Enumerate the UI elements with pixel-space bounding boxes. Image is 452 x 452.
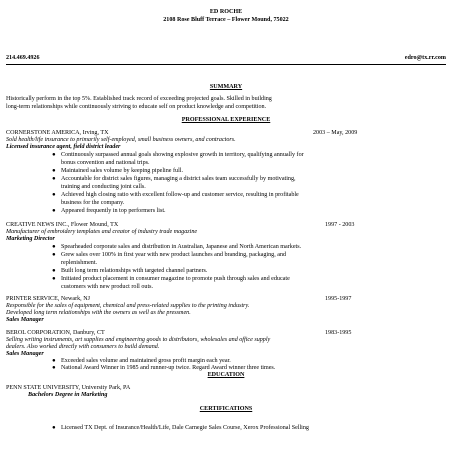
job-bullet: Grew sales over 100% in first year with new product launches and branding, packaging, and — [61, 252, 287, 258]
job-description: Responsible for the sales of equipment, chemical and press-related supplies to the printing industry. — [6, 303, 250, 309]
job-company: PRINTER SERVICE, Newark, NJ — [6, 296, 90, 302]
job-bullet: Exceeded sales volume and maintained gross profit margin each year. — [61, 358, 231, 364]
job-dates: 1997 - 2003 — [325, 222, 355, 228]
bullet-icon: ● — [52, 425, 56, 431]
job-role: Marketing Director — [6, 236, 55, 242]
job-dates: 1995-1997 — [325, 296, 352, 302]
job-bullet: training and conducting joint calls. — [61, 184, 146, 190]
bullet-icon: ● — [52, 176, 56, 182]
job-description: dealers. Also worked directly with consumers to build demand. — [6, 344, 160, 350]
job-bullet: Built long term relationships with targeted channel partners. — [61, 268, 208, 274]
header-divider — [6, 64, 446, 65]
bullet-icon: ● — [52, 192, 56, 198]
job-dates: 1983-1995 — [325, 330, 352, 336]
bullet-icon: ● — [52, 152, 56, 158]
bullet-icon: ● — [52, 276, 56, 282]
job-bullet: National Award Winner in 1985 and runner-up twice. Regard Award winner three times. — [61, 365, 276, 371]
job-bullet: Maintained sales volume by keeping pipeline full. — [61, 168, 184, 174]
summary-line: Historically perform in the top 5%. Established track record of exceeding projected goals. Skilled in building — [6, 96, 272, 102]
bullet-icon: ● — [52, 365, 56, 371]
job-bullet: replenishment. — [61, 260, 98, 266]
candidate-email[interactable]: edro@tx.rr.com — [404, 55, 446, 61]
bullet-icon: ● — [52, 244, 56, 250]
certifications-heading: CERTIFICATIONS — [199, 406, 253, 412]
job-company: CORNERSTONE AMERICA, Irving, TX — [6, 130, 109, 136]
job-bullet: Accountable for district sales figures, managing a district sales team successfully by motivating, — [61, 176, 296, 182]
job-description: Manufacturer of embroidery templates and creator of industry trade magazine — [6, 229, 198, 235]
job-description: Selling writing instruments, art supplies and engineering goods to distributors, wholesales and office supply — [6, 337, 271, 343]
education-school: PENN STATE UNIVERSITY, University Park, PA — [6, 385, 131, 391]
job-description: Sold health/life insurance to primarily self-employed, small business owners, and contractors. — [6, 137, 236, 143]
job-role: Licensed insurance agent, field district leader — [6, 144, 121, 150]
bullet-icon: ● — [52, 358, 56, 364]
job-role: Sales Manager — [6, 317, 44, 323]
job-bullet: business for the company. — [61, 200, 125, 206]
candidate-address: 2108 Rose Bluff Terrace – Flower Mound, 75022 — [163, 17, 289, 23]
job-bullet: Initiated product placement in consumer magazine to promote push through sales and educate — [61, 276, 290, 282]
job-company: CREATIVE NEWS INC., Flower Mound, TX — [6, 222, 119, 228]
job-bullet: Spearheaded corporate sales and distribution in Australian, Japanese and North American markets. — [61, 244, 302, 250]
candidate-name: ED ROCHE — [209, 9, 243, 15]
job-bullet: Appeared frequently in top performers list. — [61, 208, 166, 214]
job-company: BEROL CORPORATION, Danbury, CT — [6, 330, 105, 336]
bullet-icon: ● — [52, 168, 56, 174]
job-bullet: bonus convention and national trips. — [61, 160, 150, 166]
candidate-phone: 214.469.4926 — [6, 55, 40, 61]
experience-heading: PROFESSIONAL EXPERIENCE — [181, 117, 271, 123]
job-description: Developed long term relationships with the owners as well as the pressmen. — [6, 310, 191, 316]
certification-item: Licensed TX Dept. of Insurance/Health/Life, Dale Carnegie Sales Course, Xerox Professional Selling — [61, 425, 309, 431]
job-role: Sales Manager — [6, 351, 44, 357]
bullet-icon: ● — [52, 252, 56, 258]
education-heading: EDUCATION — [207, 372, 245, 378]
summary-heading: SUMMARY — [209, 84, 243, 90]
job-bullet: Achieved high closing ratio with excellent follow-up and customer service, resulting in profitable — [61, 192, 299, 198]
summary-line: long-term relationships while continuously striving to educate self on product knowledge and competition. — [6, 104, 267, 110]
bullet-icon: ● — [52, 268, 56, 274]
education-degree: Bachelors Degree in Marketing — [28, 392, 108, 398]
job-bullet: customers with new product roll outs. — [61, 284, 154, 290]
job-bullet: Continuously surpassed annual goals showing explosive growth in territory, qualifying annually for — [61, 152, 304, 158]
job-dates: 2003 – May, 2009 — [313, 130, 358, 136]
bullet-icon: ● — [52, 208, 56, 214]
